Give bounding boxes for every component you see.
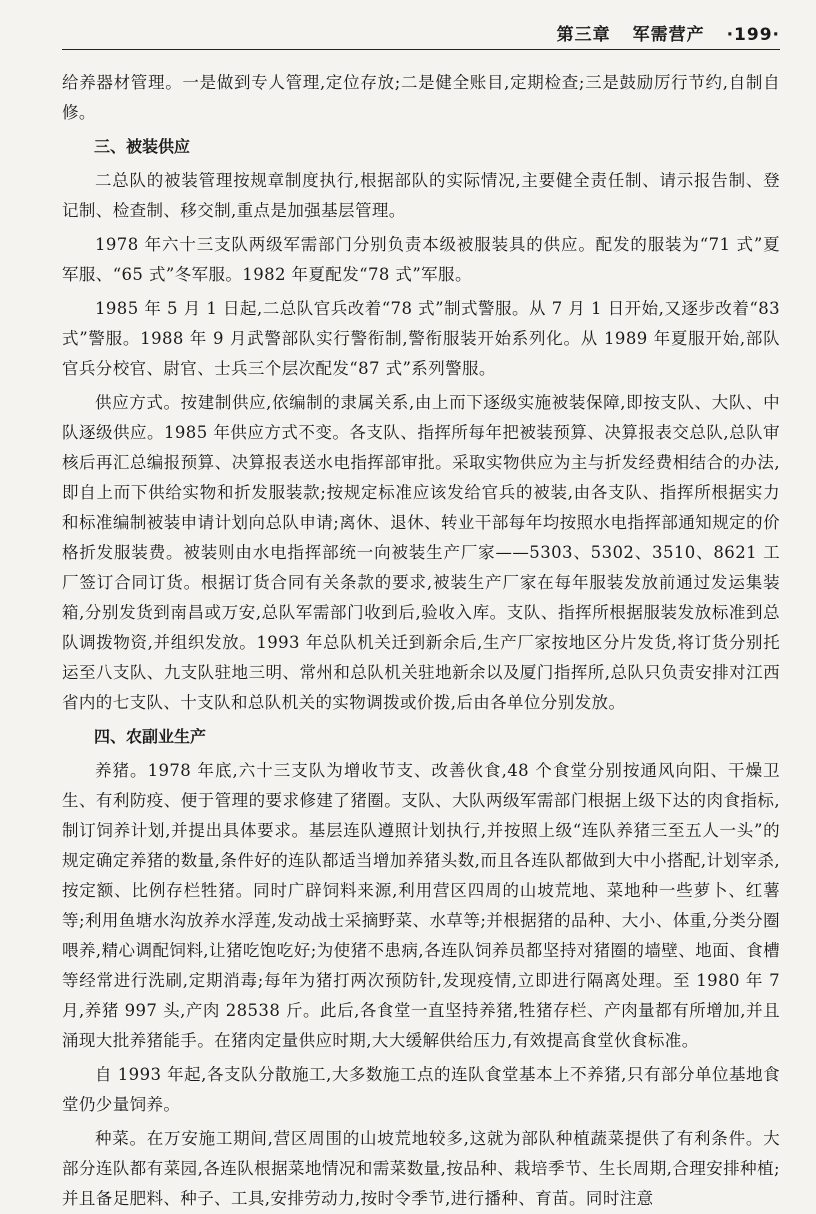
section-heading: 三、被装供应 <box>94 137 191 156</box>
page-number: ·199· <box>726 25 780 45</box>
paragraph: 供应方式。按建制供应,依编制的隶属关系,由上而下逐级实施被装保障,即按支队、大队、中队逐级供应。1985 年供应方式不变。各支队、指挥所每年把被装预算、决算报表交总队,总队审核后再汇总编报预算、决算报表送水电指挥部审批。采取实物供应为主与折发经费相结合的办法,即自上而下供给实物和折发服装款;按规定标准应该发给官兵的被装,由各支队、指挥所根据实力和标准编制被装申请计划向总队申请;离休、退休、转业干部每年均按照水电指挥部通知规定的价格折发服装费。被装则由水电指挥部统一向被装生产厂家——5303、5302、3510、8621 工厂签订合同订货。根据订货合同有关条款的要求,被装生产厂家在每年服装发放前通过发运集装箱,分别发货到南昌或万安,总队军需部门收到后,验收入库。支队、指挥所根据服装发放标准到总队调拨物资,并组织发放。1993 年总队机关迁到新余后,生产厂家按地区分片发货,将订货分别托运至八支队、九支队驻地三明、常州和总队机关驻地新余以及厦门指挥所,总队只负责安排对江西省内的七支队、十支队和总队机关的实物调拨或价拨,后由各单位分别发放。 <box>62 393 780 712</box>
paragraph: 1985 年 5 月 1 日起,二总队官兵改着“78 式”制式警服。从 7 月 1 日开始,又逐步改着“83 式”警服。1988 年 9 月武警部队实行警衔制,警衔服装开始系列化。从 1989 年夏服开始,部队官兵分校官、尉官、士兵三个层次配发“87 式”系列警服。 <box>62 299 780 378</box>
paragraph: 1978 年六十三支队两级军需部门分别负责本级被服装具的供应。配发的服装为“71 式”夏军服、“65 式”冬军服。1982 年夏配发“78 式”军服。 <box>62 235 780 284</box>
chapter-number: 第三章 <box>556 25 611 45</box>
page-body <box>62 50 780 1214</box>
section-heading: 四、农副业生产 <box>94 727 207 746</box>
paragraph: 养猪。1978 年底,六十三支队为增收节支、改善伙食,48 个食堂分别按通风向阳、干燥卫生、有利防疫、便于管理的要求修建了猪圈。支队、大队两级军需部门根据上级下达的肉食指标,制订饲养计划,并提出具体要求。基层连队遵照计划执行,并按照上级“连队养猪三至五人一头”的规定确定养猪的数量,条件好的连队都适当增加养猪头数,而且各连队都做到大中小搭配,计划宰杀,按定额、比例存栏牲猪。同时广辟饲料来源,利用营区四周的山坡荒地、菜地种一些萝卜、红薯等;利用鱼塘水沟放养水浮莲,发动战士采摘野菜、水草等;并根据猪的品种、大小、体重,分类分圈喂养,精心调配饲料,让猪吃饱吃好;为使猪不患病,各连队饲养员都坚持对猪圈的墙壁、地面、食槽等经常进行洗刷,定期消毒;每年为猪打两次预防针,发现疫情,立即进行隔离处理。至 1980 年 7 月,养猪 997 头,产肉 28538 斤。此后,各食堂一直坚持养猪,牲猪存栏、产肉量都有所增加,并且涌现大批养猪能手。在猪肉定量供应时期,大大缓解供给压力,有效提高食堂伙食标准。 <box>62 761 780 1050</box>
paragraph: 自 1993 年起,各支队分散施工,大多数施工点的连队食堂基本上不养猪,只有部分单位基地食堂仍少量饲养。 <box>62 1065 780 1114</box>
running-head <box>62 0 780 50</box>
paragraph: 二总队的被装管理按规章制度执行,根据部队的实际情况,主要健全责任制、请示报告制、登记制、检查制、移交制,重点是加强基层管理。 <box>62 171 780 220</box>
chapter-title: 军需营产 <box>632 25 705 45</box>
paragraph: 种菜。在万安施工期间,营区周围的山坡荒地较多,这就为部队种植蔬菜提供了有利条件。大部分连队都有菜园,各连队根据菜地情况和需菜数量,按品种、栽培季节、生长周期,合理安排种植;并且备足肥料、种子、工具,安排劳动力,按时令季节,进行播种、育苗。同时注意 <box>62 1129 780 1208</box>
paragraph: 给养器材管理。一是做到专人管理,定位存放;二是健全账目,定期检查;三是鼓励厉行节约,自制自修。 <box>62 73 780 122</box>
